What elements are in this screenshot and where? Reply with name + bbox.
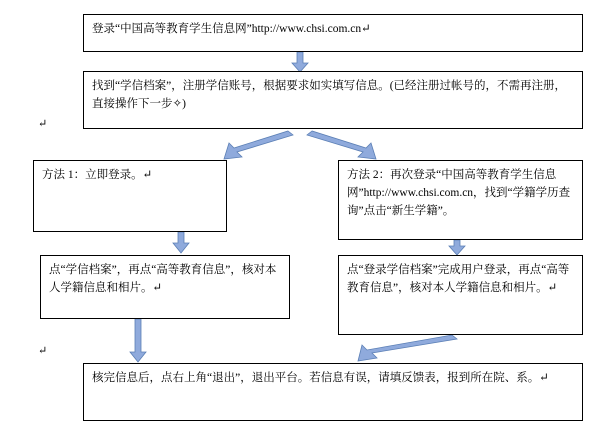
flow-box-register: 找到“学信档案”，注册学信账号，根据要求如实填写信息。(已经注册过帐号的，不需再注册，直接操作下一步✧): [83, 71, 583, 129]
arrow-login-to-register: [292, 52, 308, 72]
stray-mark-left-lower: ↵: [38, 345, 48, 357]
arrow-method2-to-right-step: [449, 240, 465, 255]
arrow-register-to-method2: [307, 131, 376, 159]
stray-mark-left-upper: ↵: [38, 118, 48, 130]
flow-box-left-step: 点“学信档案”，再点“高等教育信息”，核对本人学籍信息和相片。↵: [40, 255, 290, 319]
flow-box-method-1: 方法 1：立即登录。↵: [33, 160, 227, 232]
flow-box-final: 核完信息后，点右上角“退出”，退出平台。若信息有误，请填反馈表，报到所在院、系。↵: [83, 363, 583, 421]
flow-box-method-2: 方法 2：再次登录“中国高等教育学生信息网”http://www.chsi.com.cn，找到“学籍学历查询”点击“新生学籍”。: [338, 160, 583, 240]
arrow-register-to-method1: [224, 131, 293, 159]
arrow-right-step-to-final: [358, 335, 457, 361]
arrow-left-step-to-final: [130, 319, 146, 362]
flow-box-login: 登录“中国高等教育学生信息网”http://www.chsi.com.cn↵: [83, 14, 583, 52]
flow-box-right-step: 点“登录学信档案”完成用户登录，再点“高等教育信息”，核对本人学籍信息和相片。↵: [338, 255, 583, 335]
arrow-method1-to-left-step: [173, 232, 189, 253]
